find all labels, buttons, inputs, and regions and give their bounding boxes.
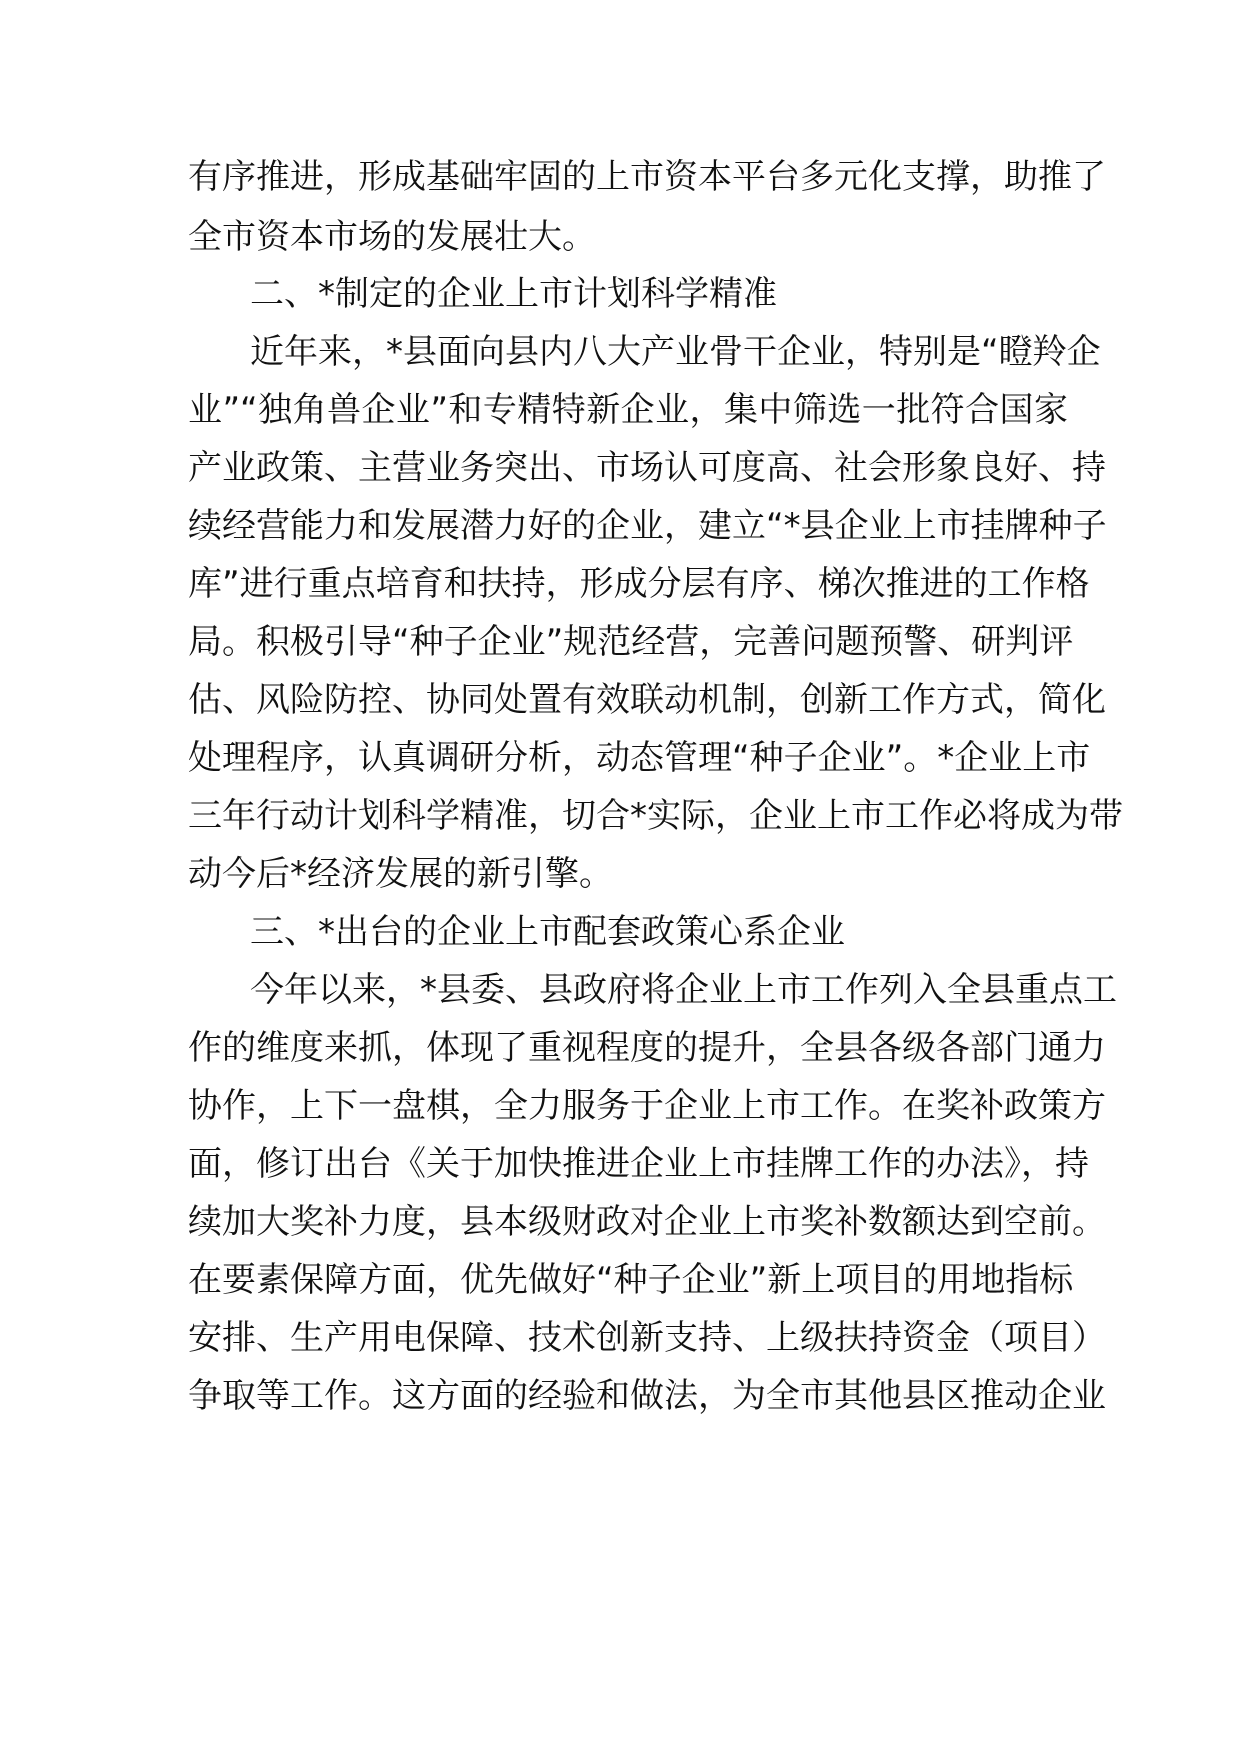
text-line: 处理程序，认真调研分析，动态管理“种子企业”。*企业上市: [188, 738, 1091, 778]
text-line: 作的维度来抓，体现了重视程度的提升，全县各级各部门通力: [188, 1028, 1106, 1068]
text-line: 续加大奖补力度，县本级财政对企业上市奖补数额达到空前。: [188, 1202, 1106, 1242]
text-line: 局。积极引导“种子企业”规范经营，完善问题预警、研判评: [188, 622, 1074, 662]
section-heading: 三、*出台的企业上市配套政策心系企业: [250, 912, 845, 952]
text-line: 今年以来，*县委、县政府将企业上市工作列入全县重点工: [250, 970, 1117, 1010]
text-line: 全市资本市场的发展壮大。: [188, 217, 596, 257]
text-line: 有序推进，形成基础牢固的上市资本平台多元化支撑，助推了: [188, 157, 1106, 197]
text-line: 近年来，*县面向县内八大产业骨干企业，特别是“瞪羚企: [250, 332, 1101, 372]
section-heading: 二、*制定的企业上市计划科学精准: [250, 274, 777, 314]
text-line: 协作，上下一盘棋，全力服务于企业上市工作。在奖补政策方: [188, 1086, 1106, 1126]
text-line: 争取等工作。这方面的经验和做法，为全市其他县区推动企业: [188, 1376, 1106, 1416]
text-line: 动今后*经济发展的新引擎。: [188, 854, 613, 894]
text-line: 产业政策、主营业务突出、市场认可度高、社会形象良好、持: [188, 448, 1106, 488]
text-line: 三年行动计划科学精准，切合*实际，企业上市工作必将成为带: [188, 796, 1123, 836]
text-line: 安排、生产用电保障、技术创新支持、上级扶持资金（项目）: [188, 1318, 1106, 1358]
text-line: 库”进行重点培育和扶持，形成分层有序、梯次推进的工作格: [188, 564, 1090, 604]
text-line: 业”“独角兽企业”和专精特新企业，集中筛选一批符合国家: [188, 390, 1068, 430]
text-line: 估、风险防控、协同处置有效联动机制，创新工作方式，简化: [188, 680, 1106, 720]
text-line: 在要素保障方面，优先做好“种子企业”新上项目的用地指标: [188, 1260, 1074, 1300]
text-line: 续经营能力和发展潜力好的企业，建立“*县企业上市挂牌种子: [188, 506, 1107, 546]
text-line: 面，修订出台《关于加快推进企业上市挂牌工作的办法》，持: [188, 1144, 1089, 1184]
